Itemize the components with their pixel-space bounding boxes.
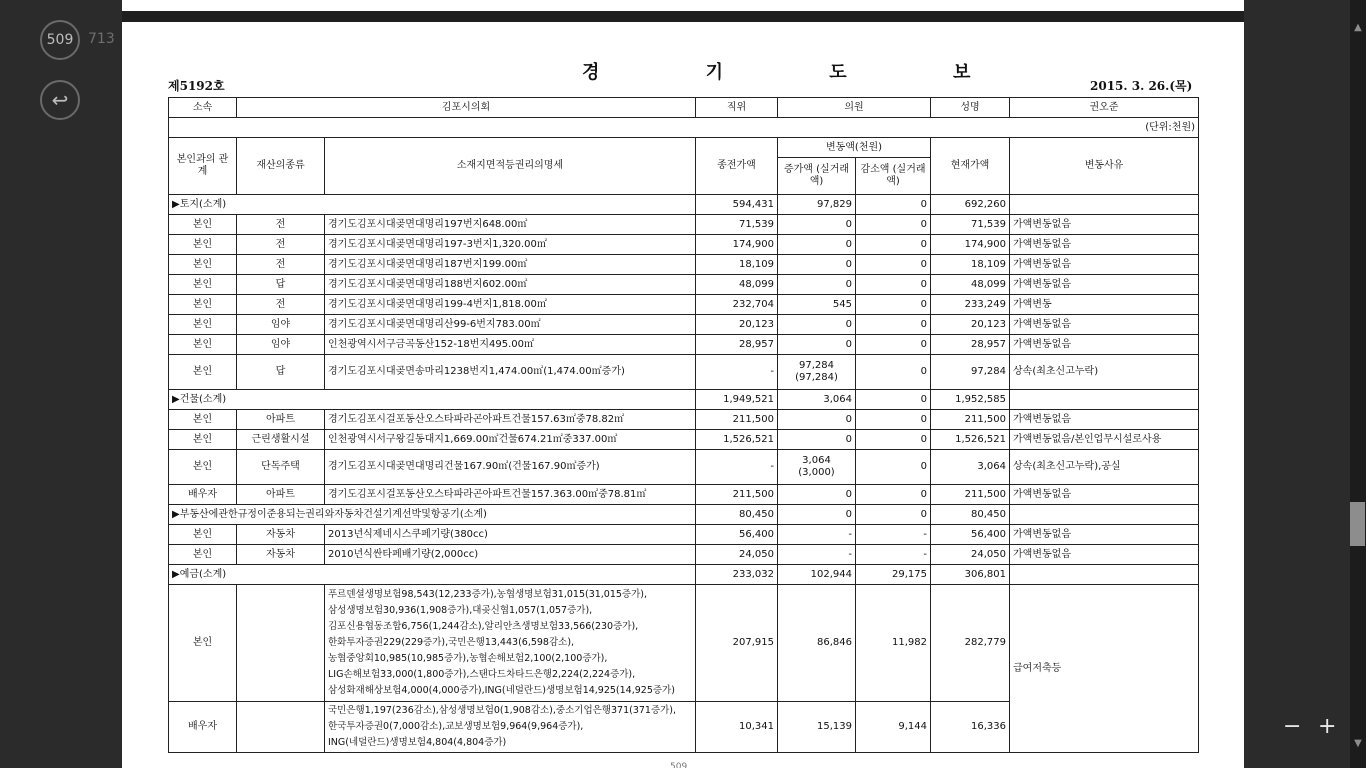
prev-cell: 10,341: [696, 702, 778, 753]
relation-cell: 본인: [169, 235, 237, 255]
deposit-line: 한화투자증권229(229증가),국민은행13,443(6,598감소),: [328, 637, 575, 648]
land-subtotal-reason: [1010, 195, 1199, 215]
document-title: 경 기 도 보: [582, 62, 1021, 83]
reason-cell: 가액변동없음: [1010, 545, 1199, 565]
detail-cell: 경기도김포시걸포동산오스타파라곤아파트건물157.63㎡중78.82㎡: [325, 410, 696, 430]
reason-cell: 가액변동없음: [1010, 485, 1199, 505]
col-reason: 변동사유: [1010, 138, 1199, 195]
prev-cell: -: [696, 355, 778, 390]
total-pages: 713: [88, 31, 115, 47]
dec-cell: 0: [856, 235, 931, 255]
type-cell: 근린생활시설: [237, 430, 325, 450]
cur-cell: 28,957: [931, 335, 1010, 355]
inc-value: 3,064: [802, 455, 831, 466]
cur-cell: 282,779: [931, 585, 1010, 702]
table-row: [169, 430, 1199, 450]
page-footer-number: 509: [670, 762, 688, 768]
reason-cell: 가액변동없음: [1010, 410, 1199, 430]
dec-cell: 0: [856, 335, 931, 355]
inc-cell: 0: [778, 335, 856, 355]
prev-cell: 20,123: [696, 315, 778, 335]
vertical-scrollbar[interactable]: [1350, 0, 1366, 768]
deposit-subtotal-inc: 102,944: [778, 565, 856, 585]
position-label: 직위: [696, 98, 778, 118]
type-cell: 아파트: [237, 485, 325, 505]
vehicle-subtotal-label: ▶부동산에관한규정이준용되는권리와자동차건설기계선박및항공기(소계): [169, 505, 696, 525]
dec-cell: 0: [856, 430, 931, 450]
dec-cell: 0: [856, 295, 931, 315]
cur-cell: 24,050: [931, 545, 1010, 565]
type-cell: 전: [237, 255, 325, 275]
scroll-up-icon[interactable]: ▲: [1354, 22, 1362, 33]
col-current-value: 현재가액: [931, 138, 1010, 195]
cur-cell: 48,099: [931, 275, 1010, 295]
reason-cell: 가액변동없음: [1010, 235, 1199, 255]
cur-cell: 97,284: [931, 355, 1010, 390]
relation-cell: 본인: [169, 450, 237, 485]
name-value: 권오준: [1010, 98, 1199, 118]
inc-cell: -: [778, 525, 856, 545]
unit-row: [169, 118, 1199, 138]
type-cell: 단독주택: [237, 450, 325, 485]
building-subtotal-dec: 0: [856, 390, 931, 410]
cur-cell: 233,249: [931, 295, 1010, 315]
vehicle-subtotal-prev: 80,450: [696, 505, 778, 525]
reason-cell: 가액변동없음: [1010, 315, 1199, 335]
deposit-reason: 급여저축등: [1010, 585, 1199, 753]
deposit-line: 푸르덴셜생명보험98,543(12,233증가),농협생명보험31,015(31,015증가),: [328, 589, 648, 600]
name-label: 성명: [931, 98, 1010, 118]
inc-cell: 0: [778, 485, 856, 505]
reason-cell: 가액변동없음: [1010, 275, 1199, 295]
inc-cell: 0: [778, 255, 856, 275]
relation-cell: 본인: [169, 295, 237, 315]
land-subtotal-prev: 594,431: [696, 195, 778, 215]
land-subtotal-row: [169, 195, 1199, 215]
page-gap: [122, 11, 1244, 22]
land-rows: [169, 215, 1199, 355]
cur-cell: 211,500: [931, 485, 1010, 505]
previous-page-edge: [122, 0, 1244, 11]
detail-cell: 경기도김포시대곶면대명리건물167.90㎡(건물167.90㎡증가): [325, 450, 696, 485]
cur-cell: 3,064: [931, 450, 1010, 485]
relation-cell: 본인: [169, 335, 237, 355]
inc-cell: 545: [778, 295, 856, 315]
prev-cell: 48,099: [696, 275, 778, 295]
table-row: [169, 255, 1199, 275]
dec-cell: -: [856, 525, 931, 545]
relation-cell: 본인: [169, 255, 237, 275]
deposit-subtotal-reason: [1010, 565, 1199, 585]
cur-cell: 71,539: [931, 215, 1010, 235]
reason-cell: 가액변동없음: [1010, 215, 1199, 235]
table-row: [169, 315, 1199, 335]
type-cell: 답: [237, 275, 325, 295]
cur-cell: 211,500: [931, 410, 1010, 430]
deposit-subtotal-label: ▶예금(소계): [169, 565, 696, 585]
detail-cell: 인천광역시서구금곡동산152-18번지495.00㎡: [325, 335, 696, 355]
table-row: [169, 485, 1199, 505]
col-change: 변동액(천원): [778, 138, 931, 158]
document-page: [122, 22, 1244, 768]
dec-cell: 0: [856, 355, 931, 390]
table-row: [169, 335, 1199, 355]
deposit-line: 삼성생명보험30,936(1,908증가),대곶신협1,057(1,057증가),: [328, 605, 593, 616]
type-cell: 자동차: [237, 525, 325, 545]
relation-cell: 본인: [169, 545, 237, 565]
cur-cell: 16,336: [931, 702, 1010, 753]
building-subtotal-label: ▶건물(소계): [169, 390, 696, 410]
inc-cell: 0: [778, 215, 856, 235]
relation-cell: 본인: [169, 215, 237, 235]
inc-cell: 0: [778, 410, 856, 430]
type-cell: 전: [237, 215, 325, 235]
table-row: [169, 545, 1199, 565]
asset-table: [168, 97, 1199, 753]
inc-actual: (3,000): [798, 467, 835, 478]
table-row: [169, 215, 1199, 235]
relation-cell: 본인: [169, 275, 237, 295]
col-prev-value: 종전가액: [696, 138, 778, 195]
relation-cell: 본인: [169, 525, 237, 545]
detail-cell: 경기도김포시대곶면대명리187번지199.00㎡: [325, 255, 696, 275]
prev-cell: 24,050: [696, 545, 778, 565]
type-cell: 아파트: [237, 410, 325, 430]
prev-cell: 232,704: [696, 295, 778, 315]
right-rail: [1244, 0, 1350, 768]
type-cell: [237, 702, 325, 753]
deposit-spouse-detail: [325, 702, 696, 753]
cur-cell: 56,400: [931, 525, 1010, 545]
cur-cell: 1,526,521: [931, 430, 1010, 450]
relation-cell: 본인: [169, 430, 237, 450]
land-subtotal-label: ▶토지(소계): [169, 195, 696, 215]
reason-cell: 가액변동: [1010, 295, 1199, 315]
scroll-thumb[interactable]: [1350, 502, 1365, 546]
type-cell: 임야: [237, 335, 325, 355]
dec-cell: 0: [856, 315, 931, 335]
type-cell: [237, 585, 325, 702]
table-row: [169, 275, 1199, 295]
inc-actual: (97,284): [795, 372, 838, 383]
building-subtotal-prev: 1,949,521: [696, 390, 778, 410]
land-subtotal-dec: 0: [856, 195, 931, 215]
prev-cell: 174,900: [696, 235, 778, 255]
inc-cell: [778, 450, 856, 485]
dec-cell: 0: [856, 450, 931, 485]
info-row: [169, 98, 1199, 118]
detail-cell: 인천광역시서구왕길동대지1,669.00㎡건물674.21㎡중337.00㎡: [325, 430, 696, 450]
inc-cell: 0: [778, 235, 856, 255]
type-cell: 임야: [237, 315, 325, 335]
detail-cell: 경기도김포시걸포동산오스타파라곤아파트건물157.363.00㎡중78.81㎡: [325, 485, 696, 505]
building-subtotal-row: [169, 390, 1199, 410]
vehicle-subtotal-inc: 0: [778, 505, 856, 525]
issue-date: 2015. 3. 26.(목): [1090, 79, 1193, 93]
detail-cell: 2013년식제네시스쿠페기량(380cc): [325, 525, 696, 545]
type-cell: 자동차: [237, 545, 325, 565]
deposit-subtotal-cur: 306,801: [931, 565, 1010, 585]
page-number-badge[interactable]: 509: [40, 20, 80, 60]
deposit-line: 국민은행1,197(236감소),삼성생명보험0(1,908감소),중소기업은행371(371증가),: [328, 705, 677, 716]
vehicle-subtotal-reason: [1010, 505, 1199, 525]
land-subtotal-inc: 97,829: [778, 195, 856, 215]
relation-cell: 배우자: [169, 485, 237, 505]
deposit-line: 농협중앙회10,985(10,985증가),농협손해보험2,100(2,100증가),: [328, 653, 608, 664]
prev-cell: 28,957: [696, 335, 778, 355]
building-subtotal-cur: 1,952,585: [931, 390, 1010, 410]
dec-cell: 0: [856, 275, 931, 295]
relation-cell: 본인: [169, 410, 237, 430]
col-asset-type: 재산의종류: [237, 138, 325, 195]
building-rows: [169, 410, 1199, 450]
col-decrease: 감소액 (실거래액): [856, 158, 931, 195]
land-subtotal-cur: 692,260: [931, 195, 1010, 215]
inc-cell: 0: [778, 430, 856, 450]
table-row: [169, 410, 1199, 430]
table-row: [169, 355, 1199, 390]
reason-cell: 가액변동없음/본인업무시설로사용: [1010, 430, 1199, 450]
deposit-line: 삼성화재해상보험4,000(4,000증가),ING(네덜란드)생명보험14,925(14,925증가): [328, 685, 675, 696]
deposit-line: 한국투자증권0(7,000감소),교보생명보험9,964(9,964증가),: [328, 721, 584, 732]
reason-cell: 상속(최초신고누락): [1010, 355, 1199, 390]
detail-cell: 2010년식싼타페배기량(2,000cc): [325, 545, 696, 565]
col-detail: 소재지면적등권리의명세: [325, 138, 696, 195]
detail-cell: 경기도김포시대곶면대명리199-4번지1,818.00㎡: [325, 295, 696, 315]
relation-cell: 본인: [169, 315, 237, 335]
vehicle-subtotal-dec: 0: [856, 505, 931, 525]
prev-cell: 207,915: [696, 585, 778, 702]
prev-cell: -: [696, 450, 778, 485]
deposit-line: LIG손해보험33,000(1,800증가),스탠다드차타드은행2,224(2,224증가),: [328, 669, 636, 680]
back-icon[interactable]: ↩: [40, 80, 80, 120]
table-row: [169, 295, 1199, 315]
deposit-line: 김포신용협동조합6,756(1,244감소),알리안츠생명보험33,566(230증가),: [328, 621, 639, 632]
zoom-in-button[interactable]: +: [1318, 714, 1337, 739]
dec-cell: 0: [856, 485, 931, 505]
deposit-self-row: [169, 585, 1199, 702]
type-cell: 전: [237, 235, 325, 255]
relation-cell: 배우자: [169, 702, 237, 753]
deposit-subtotal-prev: 233,032: [696, 565, 778, 585]
relation-cell: 본인: [169, 585, 237, 702]
vehicle-subtotal-cur: 80,450: [931, 505, 1010, 525]
relation-cell: 본인: [169, 355, 237, 390]
col-relation: 본인과의 관계: [169, 138, 237, 195]
prev-cell: 56,400: [696, 525, 778, 545]
cur-cell: 18,109: [931, 255, 1010, 275]
affil-value: 김포시의회: [237, 98, 696, 118]
reason-cell: 가액변동없음: [1010, 335, 1199, 355]
type-cell: 전: [237, 295, 325, 315]
deposit-line: ING(네덜란드)생명보험4,804(4,804증가): [328, 737, 507, 748]
prev-cell: 211,500: [696, 485, 778, 505]
affil-label: 소속: [169, 98, 237, 118]
table-row: [169, 450, 1199, 485]
inc-cell: 0: [778, 315, 856, 335]
prev-cell: 71,539: [696, 215, 778, 235]
inc-cell: 86,846: [778, 585, 856, 702]
issue-number: 제5192호: [168, 79, 225, 93]
scroll-down-icon[interactable]: ▼: [1354, 738, 1362, 749]
reason-cell: 가액변동없음: [1010, 255, 1199, 275]
dec-cell: -: [856, 545, 931, 565]
table-row: [169, 525, 1199, 545]
deposit-self-detail: [325, 585, 696, 702]
type-cell: 답: [237, 355, 325, 390]
vehicle-rows: [169, 525, 1199, 565]
table-row: [169, 235, 1199, 255]
dec-cell: 0: [856, 255, 931, 275]
col-increase: 증가액 (실거래액): [778, 158, 856, 195]
reason-cell: 상속(최초신고누락),공실: [1010, 450, 1199, 485]
inc-cell: 0: [778, 275, 856, 295]
detail-cell: 경기도김포시대곶면송마리1238번지1,474.00㎡(1,474.00㎡증가): [325, 355, 696, 390]
building-subtotal-reason: [1010, 390, 1199, 410]
deposit-subtotal-row: [169, 565, 1199, 585]
column-header-row-1: [169, 138, 1199, 158]
reason-cell: 가액변동없음: [1010, 525, 1199, 545]
zoom-out-button[interactable]: −: [1283, 714, 1302, 739]
dec-cell: 0: [856, 215, 931, 235]
position-value: 의원: [778, 98, 931, 118]
inc-cell: -: [778, 545, 856, 565]
prev-cell: 1,526,521: [696, 430, 778, 450]
detail-cell: 경기도김포시대곶면대명리산99-6번지783.00㎡: [325, 315, 696, 335]
deposit-subtotal-dec: 29,175: [856, 565, 931, 585]
vehicle-subtotal-row: [169, 505, 1199, 525]
prev-cell: 211,500: [696, 410, 778, 430]
detail-cell: 경기도김포시대곶면대명리197-3번지1,320.00㎡: [325, 235, 696, 255]
inc-value: 97,284: [799, 360, 834, 371]
inc-cell: 15,139: [778, 702, 856, 753]
unit-label: (단위:천원): [169, 118, 1199, 138]
dec-cell: 9,144: [856, 702, 931, 753]
cur-cell: 20,123: [931, 315, 1010, 335]
dec-cell: 11,982: [856, 585, 931, 702]
inc-cell: [778, 355, 856, 390]
detail-cell: 경기도김포시대곶면대명리197번지648.00㎡: [325, 215, 696, 235]
cur-cell: 174,900: [931, 235, 1010, 255]
prev-cell: 18,109: [696, 255, 778, 275]
detail-cell: 경기도김포시대곶면대명리188번지602.00㎡: [325, 275, 696, 295]
dec-cell: 0: [856, 410, 931, 430]
building-subtotal-inc: 3,064: [778, 390, 856, 410]
